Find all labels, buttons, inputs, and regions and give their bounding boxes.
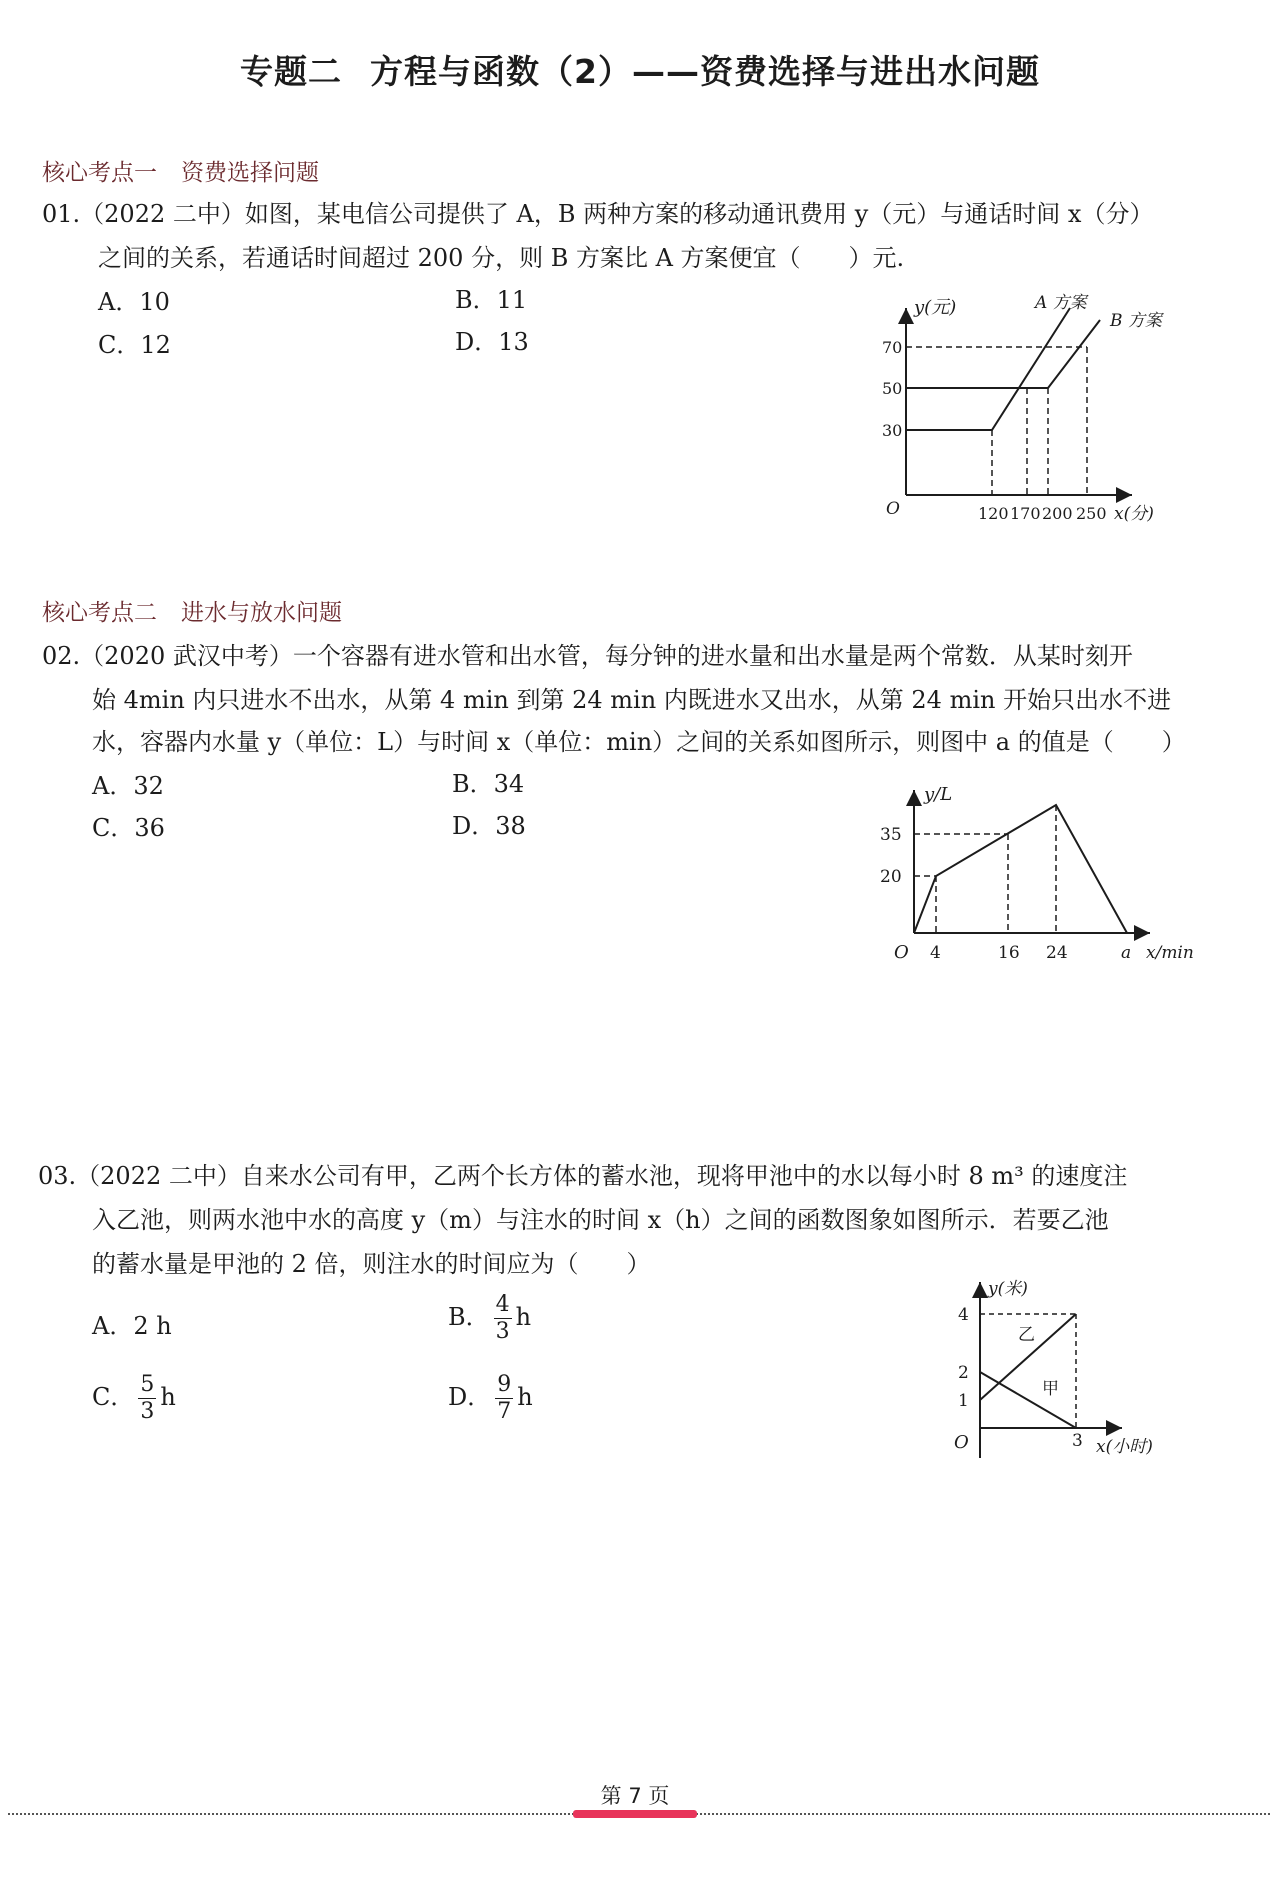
q2-origin: O <box>894 942 909 963</box>
q3-option-c-unit: h <box>160 1383 176 1411</box>
q1-option-d: D．13 <box>455 328 529 356</box>
q3-option-c-numerator: 5 <box>140 1372 155 1397</box>
q2-x-tick-a: a <box>1121 943 1132 963</box>
q3-option-b-denominator: 3 <box>495 1319 510 1344</box>
title-sub: 方程与函数（2）——资费选择与进出水问题 <box>370 52 1040 91</box>
q1-origin: O <box>886 499 900 519</box>
q1-option-a: A．10 <box>98 288 170 316</box>
q1-y-label: y(元) <box>914 297 957 318</box>
q2-y-tick-35: 35 <box>880 825 902 845</box>
q2-option-d: D．38 <box>452 812 526 840</box>
q2-option-c: C．36 <box>92 814 165 842</box>
q1-graph <box>870 290 1200 530</box>
q2-y-tick-20: 20 <box>880 867 902 887</box>
q1-line-b <box>906 320 1100 388</box>
q3-option-d-numerator: 9 <box>497 1372 512 1397</box>
footer-accent-bar <box>573 1810 697 1818</box>
q1-option-c: C．12 <box>98 331 171 359</box>
page-number: 第 7 页 <box>600 1784 670 1808</box>
q3-text-line2: 入乙池，则两水池中水的高度 y（m）与注水的时间 x（h）之间的函数图象如图所示．若要乙池 <box>92 1206 1109 1234</box>
q1-x-tick-200: 200 <box>1042 504 1073 523</box>
q1-line-a-label: A 方案 <box>1035 293 1087 313</box>
section-1-heading <box>42 154 319 187</box>
q1-x-label: x(分) <box>1114 504 1154 524</box>
q2-option-a: A．32 <box>92 772 164 800</box>
q3-option-b-unit: h <box>515 1303 532 1331</box>
q3-line-yi-label: 乙 <box>1018 1325 1035 1345</box>
q1-x-tick-250: 250 <box>1076 504 1107 523</box>
section-1-label: 核心考点一 <box>42 160 157 186</box>
q3-option-d <box>448 1372 533 1425</box>
q1-y-tick-50: 50 <box>882 379 903 398</box>
title-main: 专题二 <box>240 52 343 91</box>
section-2-name: 进水与放水问题 <box>181 600 342 626</box>
q1-y-tick-70: 70 <box>882 338 903 357</box>
q2-x-label: x/min <box>1146 943 1194 963</box>
q3-option-d-unit: h <box>517 1383 533 1411</box>
q3-y-tick-1: 1 <box>958 1391 969 1411</box>
q1-x-tick-120: 120 <box>978 504 1009 523</box>
q3-x-label: x(小时) <box>1096 1437 1153 1457</box>
q3-y-tick-2: 2 <box>958 1363 969 1383</box>
q3-option-c-prefix: C． <box>92 1383 135 1411</box>
q1-y-tick-30: 30 <box>882 421 903 440</box>
q2-x-tick-16: 16 <box>998 943 1020 963</box>
q1-option-b: B．11 <box>455 286 528 314</box>
q2-water-line <box>914 805 1127 933</box>
q2-graph <box>870 780 1210 970</box>
q2-text-line3: 水，容器内水量 y（单位：L）与时间 x（单位：min）之间的关系如图所示，则图中 a 的值是（ ） <box>92 728 1186 756</box>
q1-text-line2: 之间的关系，若通话时间超过 200 分，则 B 方案比 A 方案便宜（ ）元. <box>98 244 905 272</box>
q3-origin: O <box>954 1432 969 1453</box>
q3-text-line3: 的蓄水量是甲池的 2 倍，则注水的时间应为（ ） <box>92 1250 651 1278</box>
q3-option-c <box>92 1372 176 1425</box>
section-2-label: 核心考点二 <box>42 600 157 626</box>
section-2-heading <box>42 594 342 627</box>
q3-option-b-fraction <box>494 1292 512 1345</box>
q3-option-a: A．2 h <box>92 1312 172 1340</box>
q3-option-d-denominator: 7 <box>497 1399 512 1424</box>
q2-text-line2: 始 4min 内只进水不出水，从第 4 min 到第 24 min 内既进水又出水，从第 24 min 开始只出水不进 <box>92 686 1172 714</box>
q2-y-label: y/L <box>924 784 953 805</box>
q3-x-tick-3: 3 <box>1072 1431 1083 1451</box>
q3-option-b-prefix: B． <box>448 1303 490 1331</box>
section-1-name: 资费选择问题 <box>181 160 319 186</box>
q3-text-line1: 03.（2022 二中）自来水公司有甲，乙两个长方体的蓄水池，现将甲池中的水以每小时 8 m³ 的速度注 <box>38 1162 1128 1190</box>
q2-x-tick-24: 24 <box>1046 943 1068 963</box>
q1-line-a <box>906 308 1070 430</box>
q2-x-tick-4: 4 <box>930 943 941 963</box>
page-title <box>0 46 1280 93</box>
q3-line-jia-label: 甲 <box>1042 1379 1059 1399</box>
q1-line-b-label: B 方案 <box>1110 311 1162 331</box>
q3-option-c-denominator: 3 <box>140 1399 155 1424</box>
q2-option-b: B．34 <box>452 770 525 798</box>
q3-option-c-fraction <box>138 1372 156 1425</box>
q3-y-tick-4: 4 <box>958 1305 969 1325</box>
q3-option-b-numerator: 4 <box>495 1292 510 1317</box>
q3-option-d-prefix: D． <box>448 1383 492 1411</box>
q1-text-line1: 01.（2022 二中）如图，某电信公司提供了 A，B 两种方案的移动通讯费用 y（元）与通话时间 x（分） <box>42 200 1154 228</box>
q3-y-label: y(米) <box>988 1279 1028 1299</box>
q3-option-b <box>448 1292 531 1345</box>
q1-x-tick-170: 170 <box>1010 504 1041 523</box>
q2-text-line1: 02.（2020 武汉中考）一个容器有进水管和出水管，每分钟的进水量和出水量是两个常数．从某时刻开 <box>42 642 1133 670</box>
q3-graph <box>940 1272 1180 1472</box>
q3-option-d-fraction <box>495 1372 513 1425</box>
q3-line-jia <box>980 1372 1076 1428</box>
